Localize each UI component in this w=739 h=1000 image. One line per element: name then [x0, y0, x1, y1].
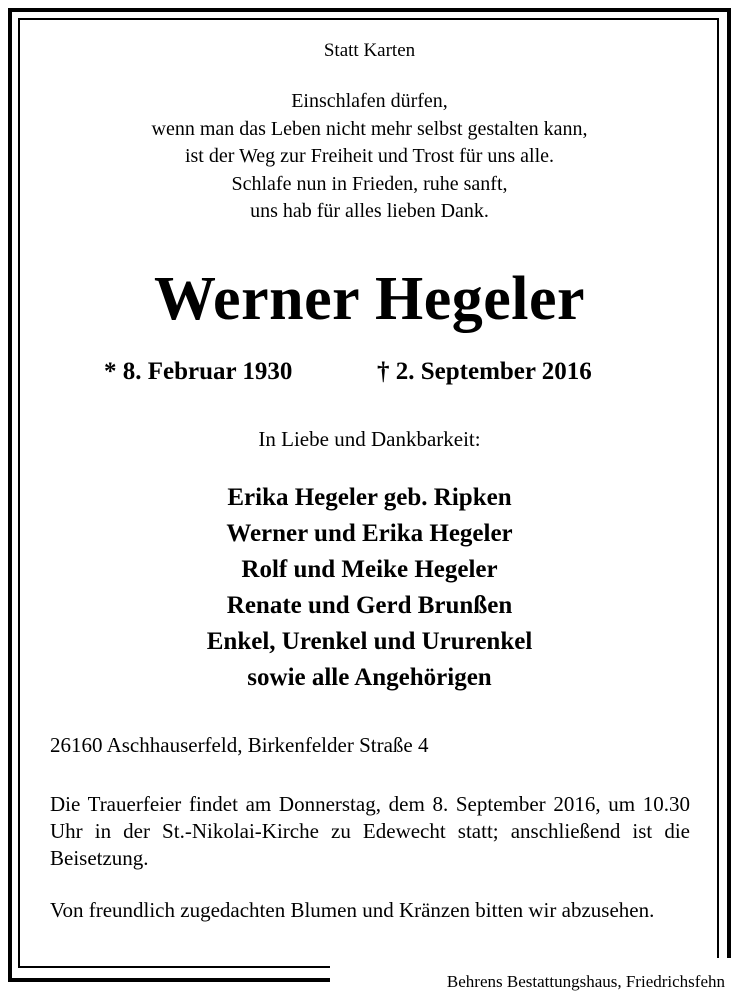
- mourner-name: Erika Hegeler geb. Ripken: [227, 484, 512, 511]
- service-notice: Die Trauerfeier findet am Donnerstag, dem 8. September 2016, um 10.30 Uhr in der St.-Nikolai-Kirche zu Edewecht statt; anschließend ist die Beisetzung.: [50, 792, 690, 870]
- mourners-list: [0, 480, 739, 696]
- mourner-name: sowie alle Angehörigen: [247, 664, 492, 691]
- poem-line: Einschlafen dürfen,: [291, 90, 448, 112]
- deceased-name: Werner Hegeler: [153, 265, 586, 333]
- poem: [0, 88, 739, 226]
- poem-line: uns hab für alles lieben Dank.: [250, 200, 489, 222]
- mourner-name: Enkel, Urenkel und Ururenkel: [206, 628, 533, 655]
- mourner-name: Werner und Erika Hegeler: [226, 520, 513, 547]
- statt-karten: Statt Karten: [323, 40, 416, 61]
- poem-line: wenn man das Leben nicht mehr selbst gestalten kann,: [151, 117, 588, 140]
- mourners-intro: In Liebe und Dankbarkeit:: [258, 427, 481, 451]
- mourner-name: Rolf und Meike Hegeler: [241, 556, 498, 583]
- death-date: † 2. September 2016: [377, 358, 592, 385]
- birth-date: * 8. Februar 1930: [104, 358, 293, 385]
- poem-line: ist der Weg zur Freiheit und Trost für uns alle.: [184, 145, 555, 167]
- poem-line: Schlafe nun in Frieden, ruhe sanft,: [231, 172, 508, 195]
- flowers-notice: Von freundlich zugedachten Blumen und Kränzen bitten wir abzusehen.: [50, 898, 655, 922]
- funeral-home-credit: Behrens Bestattungshaus, Friedrichsfehn: [446, 972, 725, 991]
- mourner-name: Renate und Gerd Brunßen: [226, 592, 513, 619]
- address: 26160 Aschhauserfeld, Birkenfelder Straße 4: [50, 733, 429, 757]
